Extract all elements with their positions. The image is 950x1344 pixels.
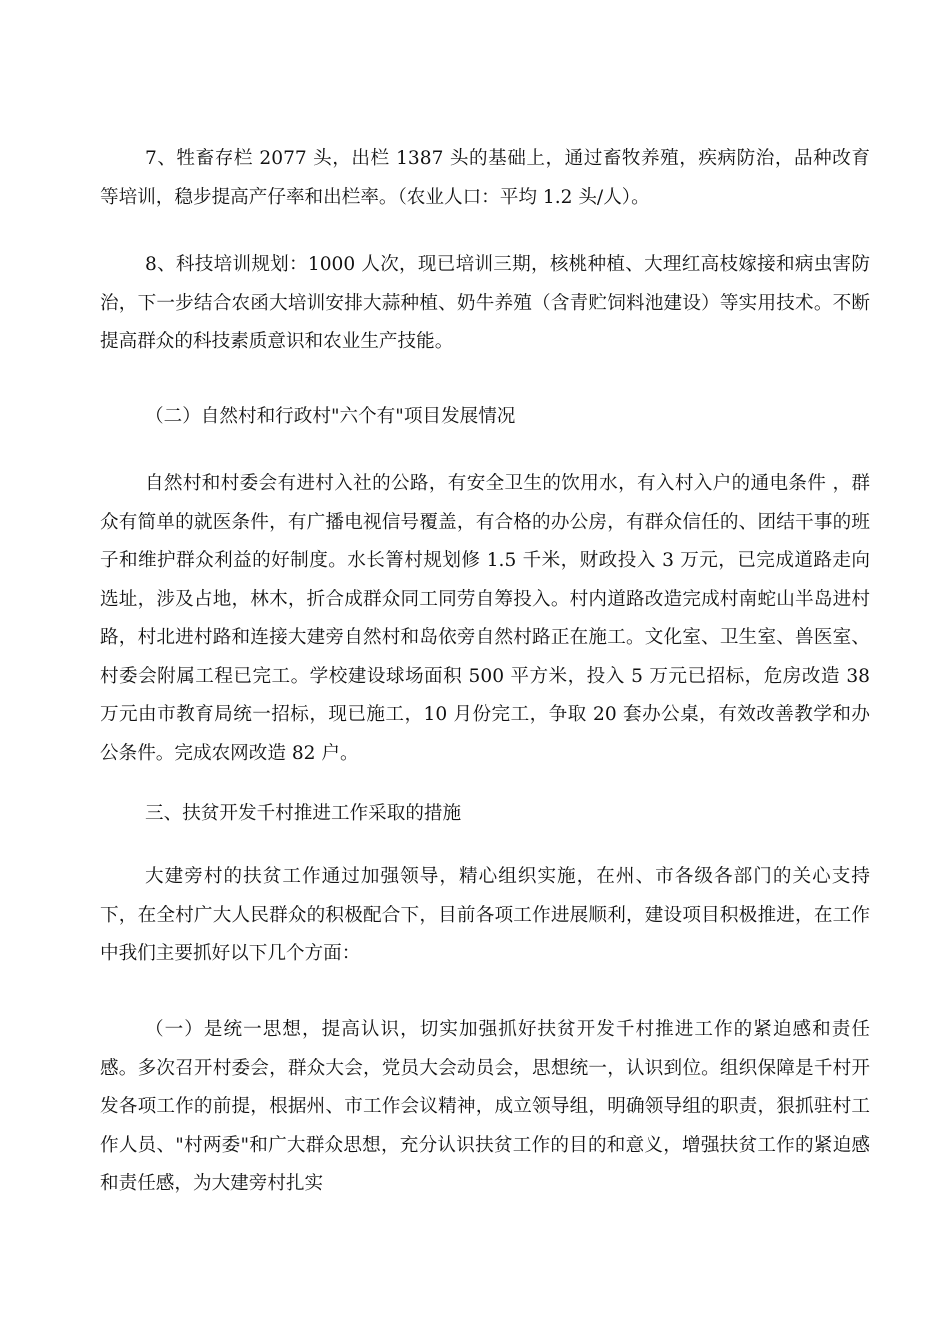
section-heading-measures: 三、扶贫开发千村推进工作采取的措施 [145,803,462,824]
section-heading-six-haves: （二）自然村和行政村"六个有"项目发展情况 [145,406,516,427]
paragraph-six-haves: 自然村和村委会有进村入社的公路，有安全卫生的饮用水，有入村入户的通电条件 ，群众有简单的就医条件，有广播电视信号覆盖，有合格的办公房，有群众信任的、团结干事的班子和维护群众利益的好制度。水长箐村规划修 1.5 千米，财政投入 3 万元，已完成道路走向选址，涉及占地，林木，折合成群众同工同劳自筹投入。村内道路改造完成村南蛇山半岛进村路，村北进村路和连接大建旁自然村和岛依旁自然村路正在施工。文化室、卫生室、兽医室、村委会附属工程已完工。学校建设球场面积 500 平方米，投入 5 万元已招标，危房改造 38 万元由市教育局统一招标，现已施工，10 月份完工，争取 20 套办公桌，有效改善教学和办公条件。完成农网改造 82 户。 [100,473,870,764]
paragraph-measures-intro: 大建旁村的扶贫工作通过加强领导，精心组织实施，在州、市各级各部门的关心支持下，在全村广大人民群众的积极配合下，目前各项工作进展顺利，建设项目积极推进，在工作中我们主要抓好以下几个方面： [100,866,870,964]
paragraph-tech-training: 8、科技培训规划：1000 人次，现已培训三期，核桃种植、大理红高枝嫁接和病虫害防治，下一步结合农函大培训安排大蒜种植、奶牛养殖（含青贮饲料池建设）等实用技术。不断提高群众的科技素质意识和农业生产技能。 [100,254,870,352]
paragraph-unify-thinking: （一）是统一思想，提高认识，切实加强抓好扶贫开发千村推进工作的紧迫感和责任感。多次召开村委会，群众大会，党员大会动员会，思想统一，认识到位。组织保障是千村开发各项工作的前提，根据州、市工作会议精神，成立领导组，明确领导组的职责，狠抓驻村工作人员、"村两委"和广大群众思想，充分认识扶贫工作的目的和意义，增强扶贫工作的紧迫感和责任感，为大建旁村扎实 [100,1019,870,1194]
paragraph-livestock: 7、牲畜存栏 2077 头，出栏 1387 头的基础上，通过畜牧养殖，疾病防治，品种改育等培训，稳步提高产仔率和出栏率。（农业人口：平均 1.2 头/人）。 [100,148,870,208]
